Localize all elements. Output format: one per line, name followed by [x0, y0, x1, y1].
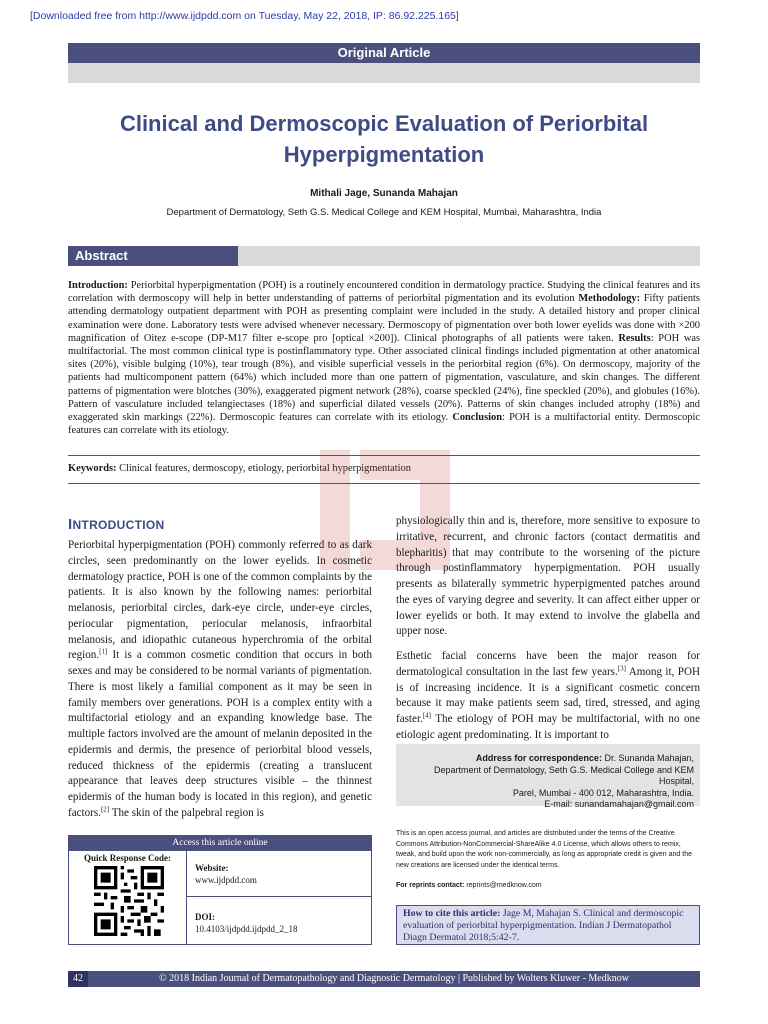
reprints-contact [396, 882, 700, 889]
title-line-1: Clinical and Dermoscopic Evaluation of Periorbital [119, 111, 649, 136]
correspondence-name: Dr. Sunanda Mahajan, [601, 753, 694, 763]
col1-para-1: Periorbital hyperpigmentation (POH) commonly referred to as dark circles, seen predominantly on the lower eyelids. In cosmetic dermatology practice, POH is one of the common complaints by the patients. It is also known by the following names: periorbital melanosis, periorbital circles, dark-eye circle, under-eye circles, periocular pigmentation, periocular melanosis, infraorbital melanosis, and idiopathic cutaneous hyperchromia of the orbital region. [68, 539, 372, 662]
correspondence-email[interactable]: E-mail: sunandamahajan@gmail.com [544, 799, 694, 809]
correspondence-address [404, 753, 694, 811]
keywords-text: Clinical features, dermoscopy, etiology, periorbital hyperpigmentation [116, 463, 411, 474]
ref-1[interactable]: [1] [99, 647, 108, 656]
affiliation: Department of Dermatology, Seth G.S. Medical College and KEM Hospital, Mumbai, Maharashtra, India [166, 207, 602, 218]
abstract-conclusion-text: : POH is a multifactorial entity. Dermoscopic features can correlate with its etiology. [68, 412, 700, 437]
license-note: This is an open access journal, and articles are distributed under the terms of the Creative Commons Attribution-NonCommercial-ShareAlike 4.0 License, which allows others to remix, tweak, and build upon the work non-commercially, as long as appropriate credit is given and the new creations are licensed under the identical terms. [396, 830, 692, 869]
introduction-column-1 [68, 538, 372, 823]
access-online-box [68, 835, 372, 945]
page-footer [68, 971, 700, 987]
reprints-email[interactable]: reprints@medknow.com [464, 882, 542, 889]
qr-code-icon[interactable] [94, 866, 164, 936]
abstract-body [68, 279, 700, 437]
ref-3[interactable]: [3] [617, 664, 626, 673]
col2-para-2a: Esthetic facial concerns have been the major reason for dermatological consultation in the last few years. [396, 650, 700, 678]
website-label: Website: [195, 863, 229, 873]
abstract-methods-text: Fifty patients attending dermatology outpatient department with POH as presenting complaint were included in the study. A detailed history and proper clinical examination were done. Laboratory tests were advised whenever necessary. Dermoscopy of pigmentation over both lower eyelids was done with ×200 magnification of Oitez e-scope (DP-M17 filter e-scope pro [optical ×200]). Clinical photographs of all patients were taken. [68, 293, 700, 344]
introduction-column-2 [396, 514, 700, 744]
abstract-intro-text: Periorbital hyperpigmentation (POH) is a routinely encountered condition in dermatology practice. Studying the clinical features and its correlation with dermoscopy will help in better understanding of patterns of periorbital pigmentation and its evolution [68, 280, 700, 305]
qr-code-label: Quick Response Code: [83, 853, 171, 863]
col2-para-1: physiologically thin and is, therefore, more sensitive to exposure to irritative, recurrent, and chronic factors (contact dermatitis and blepharitis) that may contribute to the worsening of the picture through postinflammatory hyperpigmentation. POH usually presents as bilaterally symmetric hyperpigmented patches around the eyes of varying degree and severity. It can affect either upper or lower eyelids or both. It may extend to involve the glabella and upper nose. [396, 515, 700, 638]
download-notice: [Downloaded free from http://www.ijdpdd.com on Tuesday, May 22, 2018, IP: 86.92.225.165] [30, 10, 459, 22]
abstract-results-label: Results [618, 332, 651, 344]
abstract-heading-bar [68, 246, 700, 266]
article-title [68, 108, 700, 170]
access-divider-vertical [186, 851, 187, 944]
cite-label: How to cite this article: [403, 908, 501, 919]
col2-para-2b: Among it, POH is of increasing incidence. It is a significant cosmetic concern because it may make patients seem sad, tired, stressed, and aging faster. [396, 665, 700, 725]
doi-link[interactable]: 10.4103/ijdpdd.ijdpdd_2_18 [195, 924, 298, 934]
introduction-heading-initial: I [68, 516, 73, 533]
abstract-intro-label: Introduction: [68, 280, 128, 291]
abstract-heading-fill [238, 246, 700, 266]
abstract-results-text: : POH was multifactorial. The most common clinical type is postinflammatory type. Other associated clinical findings included pigmentation at other anatomical sites (20%), visible bulging (10%), tear trough (8%), and visible superficial vessels in the periorbital region (6%). On dermoscopy, majority of the patients had multicomponent pattern (64%) which included more than one pattern of pigmentation, vasculature, and skin changes. The different patterns of pigmentation were blotches (30%), exaggerated pigment network (28%), coarse speckled (24%), fine speckled (20%), and globules (16%). Pattern of vasculature included telangiectases (18%) and superficial dilated vessels (20%). Patterns of skin changes included atrophy (18%) and exaggerated skin markings (22%). Dermoscopic features can correlate with its etiology. [68, 332, 700, 424]
access-divider-horizontal [186, 896, 371, 897]
footer-copyright: © 2018 Indian Journal of Dermatopathology and Diagnostic Dermatology | Published by Wolters Kluwer - Medknow [159, 973, 629, 984]
abstract-conclusion-label: Conclusion [452, 412, 502, 424]
keywords-label: Keywords: [68, 463, 117, 474]
access-online-header: Access this article online [69, 836, 371, 851]
article-type-underbar [68, 63, 700, 83]
introduction-heading-rest: NTRODUCTION [72, 518, 165, 532]
ref-4[interactable]: [4] [422, 711, 431, 720]
abstract-heading: Abstract [68, 246, 238, 266]
col2-para-2 [396, 649, 700, 744]
reprints-label: For reprints contact: [396, 882, 465, 889]
col1-para-2: It is a common cosmetic condition that occurs in both sexes and may be considered to be normal variants of pigmentation. There is most likely a familial component as it may be seen in family members over generations. POH is a complex entity with a multifactorial etiology and an expanding knowledge base. The multiple factors involved are the amount of melanin deposited in the epidermis and dermis, the presence of periorbital blood vessels, reduced thickness of the epidermis (creating a translucent appearance that leaves deep structures visible – the thinnest epidermis of the human body is located in this region), and genetic factors. [68, 649, 372, 819]
doi-label: DOI: [195, 912, 215, 922]
title-line-2: Hyperpigmentation [283, 142, 485, 167]
col2-para-2c: The etiology of POH may be multifactorial, with no one etiologic agent predominating. It is important to [396, 713, 700, 741]
abstract-methods-label: Methodology: [578, 293, 641, 305]
article-type-bar: Original Article [68, 43, 700, 63]
col1-para-3: The skin of the palpebral region is [109, 806, 264, 819]
ref-2[interactable]: [2] [100, 805, 110, 814]
website-link[interactable]: www.ijdpdd.com [195, 875, 257, 885]
correspondence-line-2: Parel, Mumbai - 400 012, Maharashtra, India. [512, 787, 694, 798]
page-number: 42 [68, 971, 88, 987]
how-to-cite-box [396, 905, 700, 945]
cite-text: Jage M, Mahajan S. Clinical and dermoscopic evaluation of periorbital hyperpigmentation. Indian J Dermatopathol Diagn Dermatol 2018;5:42-7. [403, 908, 684, 944]
introduction-heading [68, 516, 164, 533]
correspondence-label: Address for correspondence: [475, 753, 602, 763]
correspondence-first-line [404, 753, 694, 765]
authors: Mithali Jage, Sunanda Mahajan [310, 188, 458, 199]
correspondence-line-1: Department of Dermatology, Seth G.S. Medical College and KEM Hospital, [434, 764, 694, 786]
